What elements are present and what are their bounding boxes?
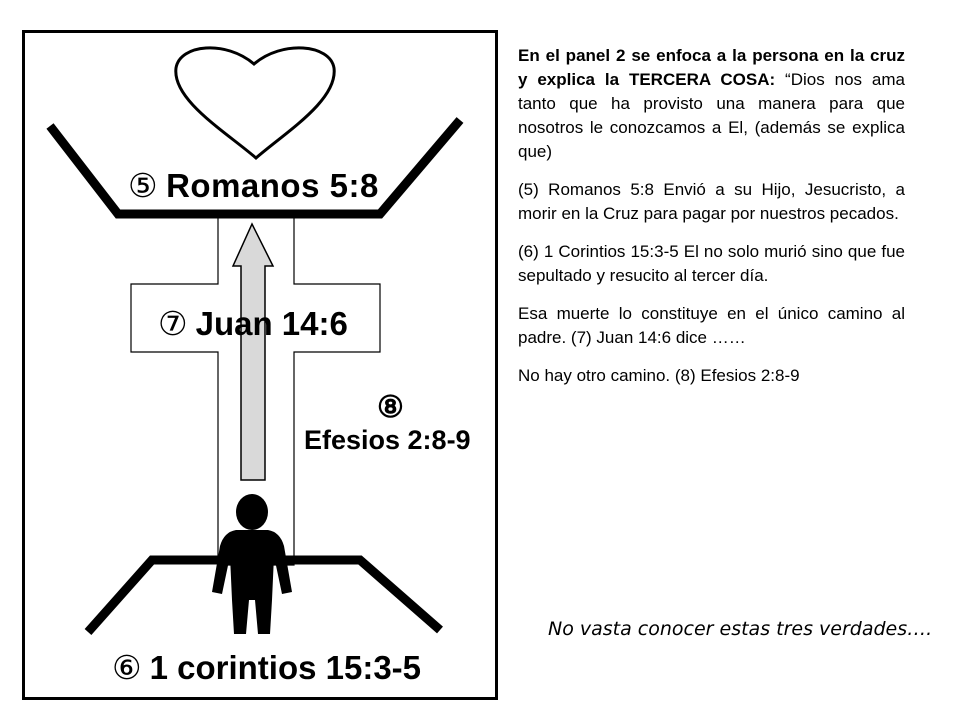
footer-note: No vasta conocer estas tres verdades….: [548, 618, 933, 640]
corintios-text: 1 corintios 15:3-5: [149, 649, 422, 686]
intro-rest: “Dios nos ama tanto que ha provisto una manera para que nosotros le conozcamos a El, (además se explica que): [518, 70, 905, 161]
explanation-text: [518, 44, 905, 402]
paragraph-juan: Esa muerte lo constituye en el único camino al padre. (7) Juan 14:6 dice ……: [518, 304, 905, 347]
juan-label: [158, 304, 348, 343]
romanos-label: [128, 166, 379, 205]
corintios-label: [112, 648, 421, 687]
romanos-text: Romanos 5:8: [166, 167, 379, 204]
heart-icon: [176, 48, 334, 158]
step-6-number: ⑥: [112, 649, 142, 686]
step-5-number: ⑤: [128, 167, 159, 204]
intro-bold: En el panel 2 se enfoca a la persona en la cruz y explica la TERCERA COSA:: [518, 46, 905, 89]
efesios-label: Efesios 2:8-9: [304, 425, 471, 455]
paragraph-romanos: (5) Romanos 5:8 Envió a su Hijo, Jesucristo, a morir en la Cruz para pagar por nuestros pecados.: [518, 180, 905, 223]
paragraph-efesios: No hay otro camino. (8) Efesios 2:8-9: [518, 366, 800, 385]
step-7-number: ⑦: [158, 305, 188, 342]
paragraph-corintios: (6) 1 Corintios 15:3-5 El no solo murió sino que fue sepultado y resucito al tercer día.: [518, 242, 905, 285]
paragraph-intro: [518, 44, 905, 164]
juan-text: Juan 14:6: [195, 305, 348, 342]
step-8-number: ⑧: [377, 391, 404, 424]
